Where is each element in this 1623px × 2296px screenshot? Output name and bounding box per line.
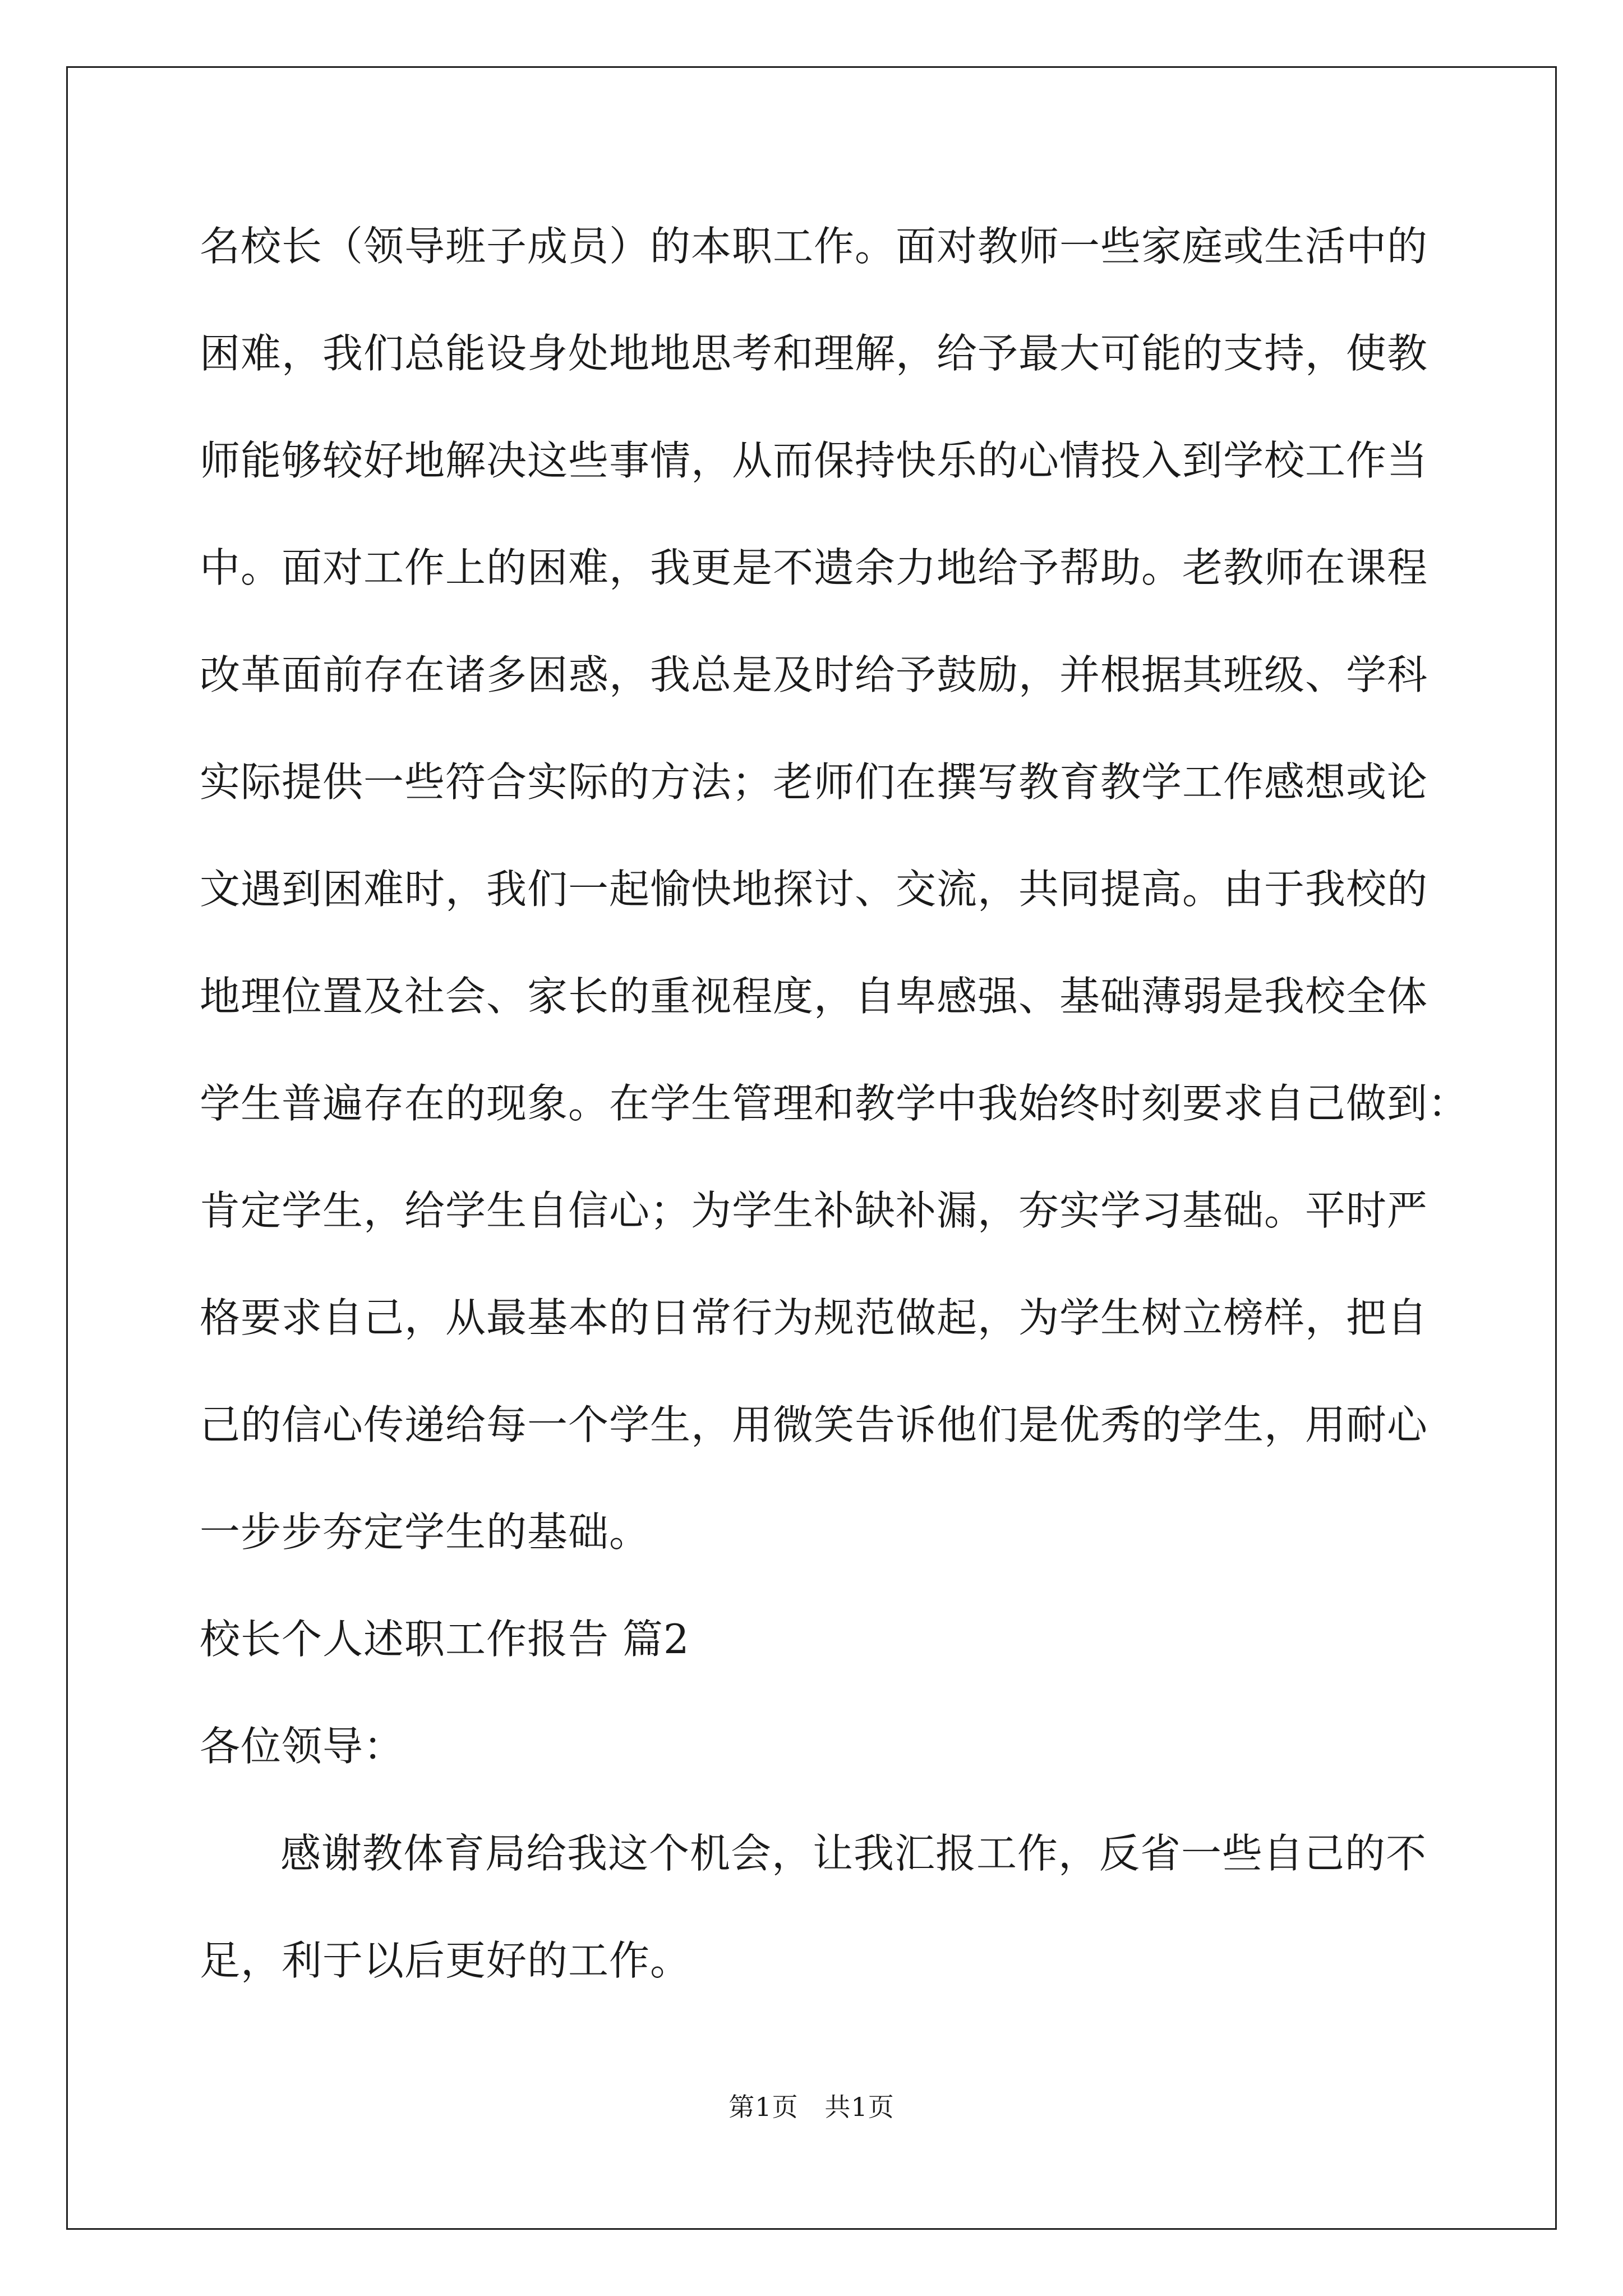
body-line: 名校长（领导班子成员）的本职工作。面对教师一些家庭或生活中的	[200, 223, 1428, 270]
body-line: 学生普遍存在的现象。在学生管理和教学中我始终时刻要求自己做到：	[200, 1080, 1469, 1127]
closing-line: 感谢教体育局给我这个机会，让我汇报工作，反省一些自己的不	[280, 1830, 1427, 1877]
body-line: 地理位置及社会、家长的重视程度，自卑感强、基础薄弱是我校全体	[200, 973, 1428, 1020]
body-line: 肯定学生，给学生自信心；为学生补缺补漏，夯实学习基础。平时严	[200, 1187, 1428, 1234]
body-line: 己的信心传递给每一个学生，用微笑告诉他们是优秀的学生，用耐心	[200, 1401, 1428, 1448]
closing-line: 足，利于以后更好的工作。	[200, 1937, 691, 1984]
body-line: 实际提供一些符合实际的方法；老师们在撰写教育教学工作感想或论	[200, 758, 1428, 806]
body-line: 困难，我们总能设身处地地思考和理解，给予最大可能的支持，使教	[200, 330, 1428, 377]
body-line: 格要求自己，从最基本的日常行为规范做起，为学生树立榜样，把自	[200, 1294, 1428, 1341]
body-line: 师能够较好地解决这些事情，从而保持快乐的心情投入到学校工作当	[200, 437, 1428, 484]
body-line: 中。面对工作上的困难，我更是不遗余力地给予帮助。老教师在课程	[200, 544, 1428, 591]
salutation: 各位领导：	[200, 1723, 405, 1770]
body-line: 改革面前存在诸多困惑，我总是及时给予鼓励，并根据其班级、学科	[200, 651, 1428, 698]
section-heading: 校长个人述职工作报告 篇2	[200, 1616, 690, 1663]
body-line: 文遇到困难时，我们一起愉快地探讨、交流，共同提高。由于我校的	[200, 866, 1428, 913]
document-body	[200, 217, 1469, 2014]
body-line: 一步步夯定学生的基础。	[200, 1508, 651, 1556]
page-number: 第1页 共1页	[728, 2092, 895, 2122]
